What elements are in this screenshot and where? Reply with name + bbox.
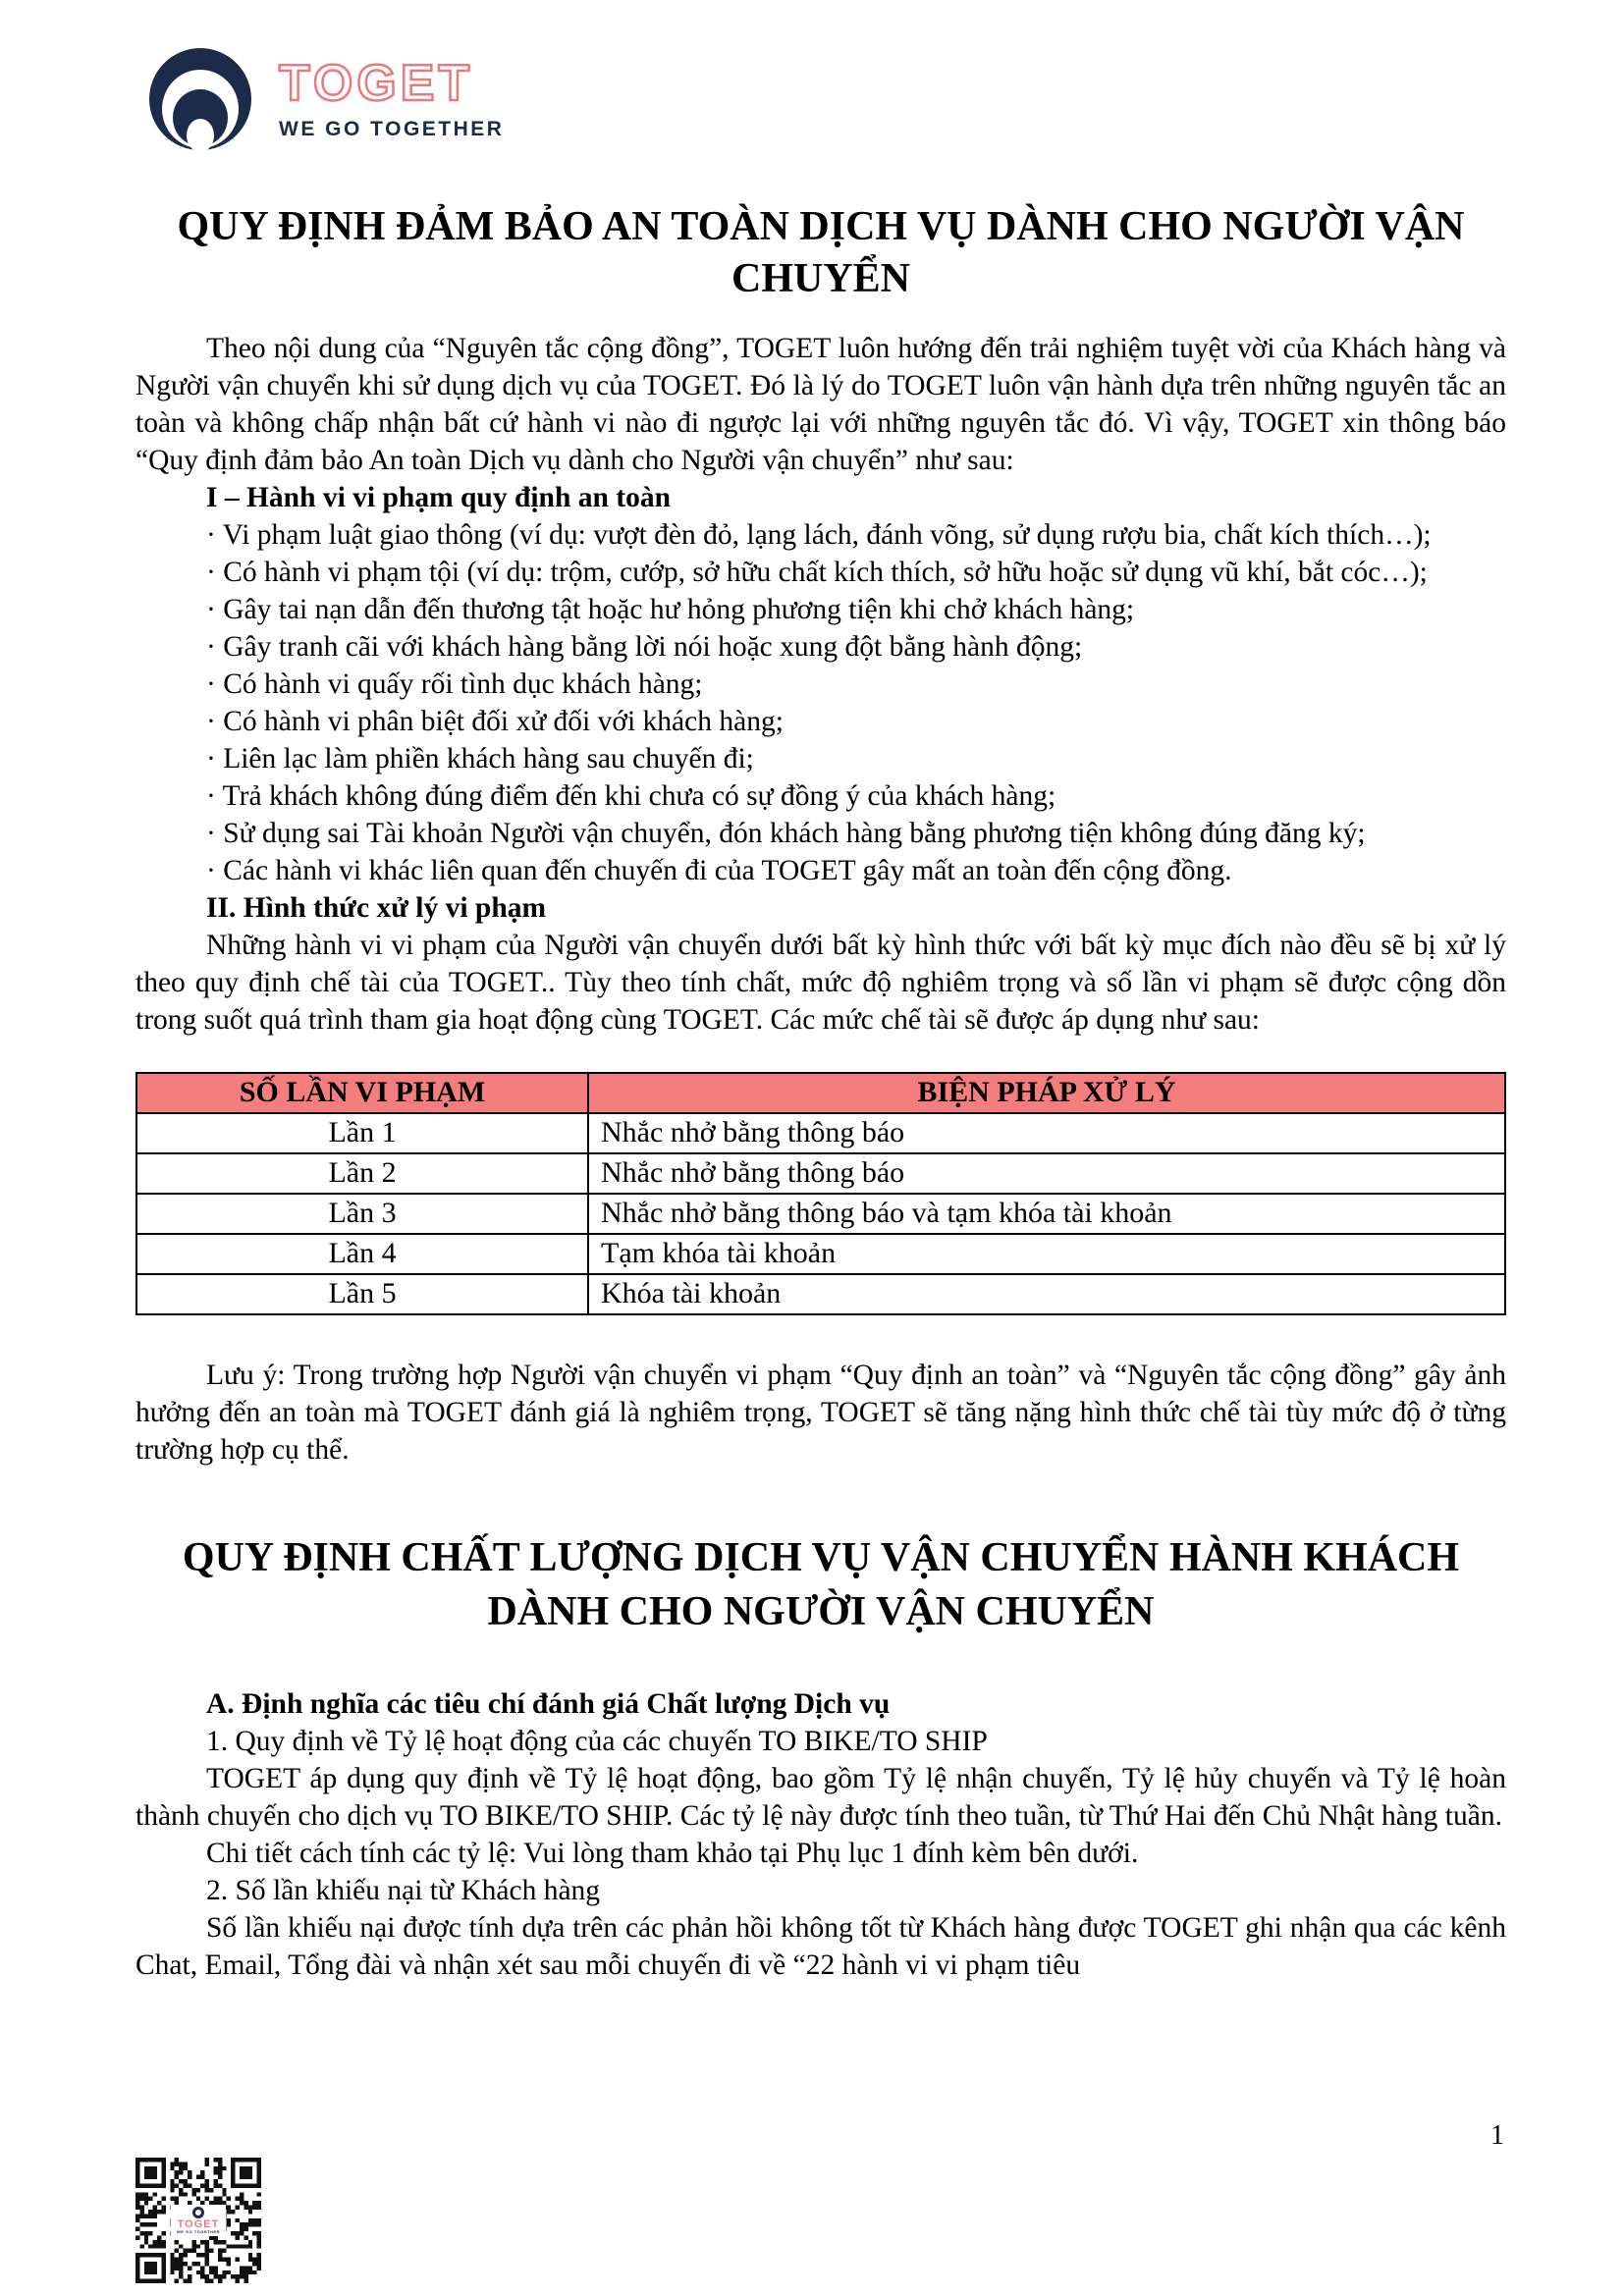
cell-violation-count: Lần 1: [136, 1113, 588, 1153]
intro-paragraph: Theo nội dung của “Nguyên tắc cộng đồng”, TOGET luôn hướng đến trải nghiệm tuyệt vời của Khách hàng và Người vận chuyển khi sử dụng dịch vụ của TOGET. Đó là lý do TOGET luôn vận hành dựa trên những nguyên tắc an toàn và không chấp nhận bất cứ hành vi nào đi ngược lại với những nguyên tắc đó. Vì vậy, TOGET xin thông báo “Quy định đảm bảo An toàn Dịch vụ dành cho Người vận chuyển” như sau:: [135, 333, 1506, 476]
heading-penalty: II. Hình thức xử lý vi phạm: [206, 892, 547, 924]
cell-action: Nhắc nhở bằng thông báo: [588, 1153, 1505, 1194]
logo-text: [279, 44, 504, 141]
toget-logo-icon: [149, 44, 255, 154]
document-title-safety: QUY ĐỊNH ĐẢM BẢO AN TOÀN DỊCH VỤ DÀNH CHO NGƯỜI VẬN CHUYỂN: [177, 204, 1465, 301]
table-row: [136, 1274, 1505, 1314]
column-header-action: BIỆN PHÁP XỬ LÝ: [588, 1073, 1505, 1113]
violation-item: · Gây tranh cãi với khách hàng bằng lời nói hoặc xung đột bằng hành động;: [206, 631, 1083, 663]
cell-violation-count: Lần 4: [136, 1234, 588, 1274]
toget-logo: [149, 44, 1506, 160]
toget-mini-logo-icon: [192, 2207, 204, 2218]
violation-item: · Vi phạm luật giao thông (ví dụ: vượt đèn đỏ, lạng lách, đánh võng, sử dụng rượu bia, chất kích thích…);: [206, 519, 1432, 551]
violation-item: · Gây tai nạn dẫn đến thương tật hoặc hư hỏng phương tiện khi chở khách hàng;: [206, 594, 1135, 625]
section-safety: [135, 330, 1506, 1468]
penalty-intro-paragraph: Những hành vi vi phạm của Người vận chuyển dưới bất kỳ hình thức với bất kỳ mục đích nào đều sẽ bị xử lý theo quy định chế tài của TOGET.. Tùy theo tính chất, mức độ nghiêm trọng và số lần vi phạm sẽ được cộng dồn trong suốt quá trình tham gia hoạt động cùng TOGET. Các mức chế tài sẽ được áp dụng như sau:: [135, 930, 1506, 1036]
violation-item: · Có hành vi phạm tội (ví dụ: trộm, cướp, sở hữu chất kích thích, sở hữu hoặc sử dụng vũ khí, bắt cóc…);: [206, 557, 1428, 588]
column-header-violation-count: SỐ LẦN VI PHẠM: [136, 1073, 588, 1113]
qr-code: [135, 2158, 261, 2283]
page-number: 1: [1490, 2120, 1504, 2151]
note-paragraph: Lưu ý: Trong trường hợp Người vận chuyển vi phạm “Quy định an toàn” và “Nguyên tắc cộng đồng” gây ảnh hưởng đến an toàn mà TOGET đánh giá là nghiêm trọng, TOGET sẽ tăng nặng hình thức chế tài tùy mức độ ở từng trường hợp cụ thể.: [135, 1360, 1506, 1466]
table-row: [136, 1234, 1505, 1274]
quality-item-1: 1. Quy định về Tỷ lệ hoạt động của các chuyến TO BIKE/TO SHIP: [206, 1726, 988, 1758]
penalty-table-header-row: [136, 1073, 1505, 1113]
cell-violation-count: Lần 3: [136, 1194, 588, 1234]
logo-tagline: WE GO TOGETHER: [279, 118, 505, 140]
cell-violation-count: Lần 5: [136, 1274, 588, 1314]
heading-violations: I – Hành vi vi phạm quy định an toàn: [206, 482, 672, 513]
table-row: [136, 1194, 1505, 1234]
cell-action: Khóa tài khoản: [588, 1274, 1505, 1314]
violation-item: · Sử dụng sai Tài khoản Người vận chuyển, đón khách hàng bằng phương tiện không đúng đăng ký;: [206, 818, 1366, 849]
cell-action: Nhắc nhở bằng thông báo: [588, 1113, 1505, 1153]
section-quality: [135, 1685, 1506, 1984]
penalty-table: [135, 1072, 1506, 1315]
heading-definitions: A. Định nghĩa các tiêu chí đánh giá Chất lượng Dịch vụ: [206, 1688, 891, 1721]
logo-brand-name: TOGET: [279, 55, 474, 112]
rates-paragraph: TOGET áp dụng quy định về Tỷ lệ hoạt động, bao gồm Tỷ lệ nhận chuyến, Tỷ lệ hủy chuyến và Tỷ lệ hoàn thành chuyến cho dịch vụ TO BIKE/TO SHIP. Các tỷ lệ này được tính theo tuần, từ Thứ Hai đến Chủ Nhật hàng tuần.: [135, 1763, 1506, 1833]
cell-action: Tạm khóa tài khoản: [588, 1234, 1505, 1274]
table-row: [136, 1113, 1505, 1153]
cell-violation-count: Lần 2: [136, 1153, 588, 1194]
cell-action: Nhắc nhở bằng thông báo và tạm khóa tài khoản: [588, 1194, 1505, 1234]
table-row: [136, 1153, 1505, 1194]
qr-center-logo: TOGET WE GO TOGETHER: [171, 2205, 226, 2236]
violation-item: · Trả khách không đúng điểm đến khi chưa có sự đồng ý của khách hàng;: [206, 780, 1056, 812]
violation-item: · Liên lạc làm phiền khách hàng sau chuyến đi;: [206, 743, 754, 774]
quality-item-2: 2. Số lần khiếu nại từ Khách hàng: [206, 1875, 601, 1907]
rates-detail-paragraph: Chi tiết cách tính các tỷ lệ: Vui lòng tham khảo tại Phụ lục 1 đính kèm bên dưới.: [206, 1838, 1139, 1870]
violation-item: · Các hành vi khác liên quan đến chuyến đi của TOGET gây mất an toàn đến cộng đồng.: [206, 855, 1232, 886]
violation-item: · Có hành vi quấy rối tình dục khách hàng;: [206, 668, 703, 700]
document-title-quality: QUY ĐỊNH CHẤT LƯỢNG DỊCH VỤ VẬN CHUYỂN HÀNH KHÁCH DÀNH CHO NGƯỜI VẬN CHUYỂN: [182, 1535, 1460, 1634]
violation-item: · Có hành vi phân biệt đối xử đối với khách hàng;: [206, 706, 784, 737]
complaints-paragraph: Số lần khiếu nại được tính dựa trên các phản hồi không tốt từ Khách hàng được TOGET ghi nhận qua các kênh Chat, Email, Tổng đài và nhận xét sau mỗi chuyến đi về “22 hành vi vi phạm tiêu: [135, 1912, 1506, 1982]
